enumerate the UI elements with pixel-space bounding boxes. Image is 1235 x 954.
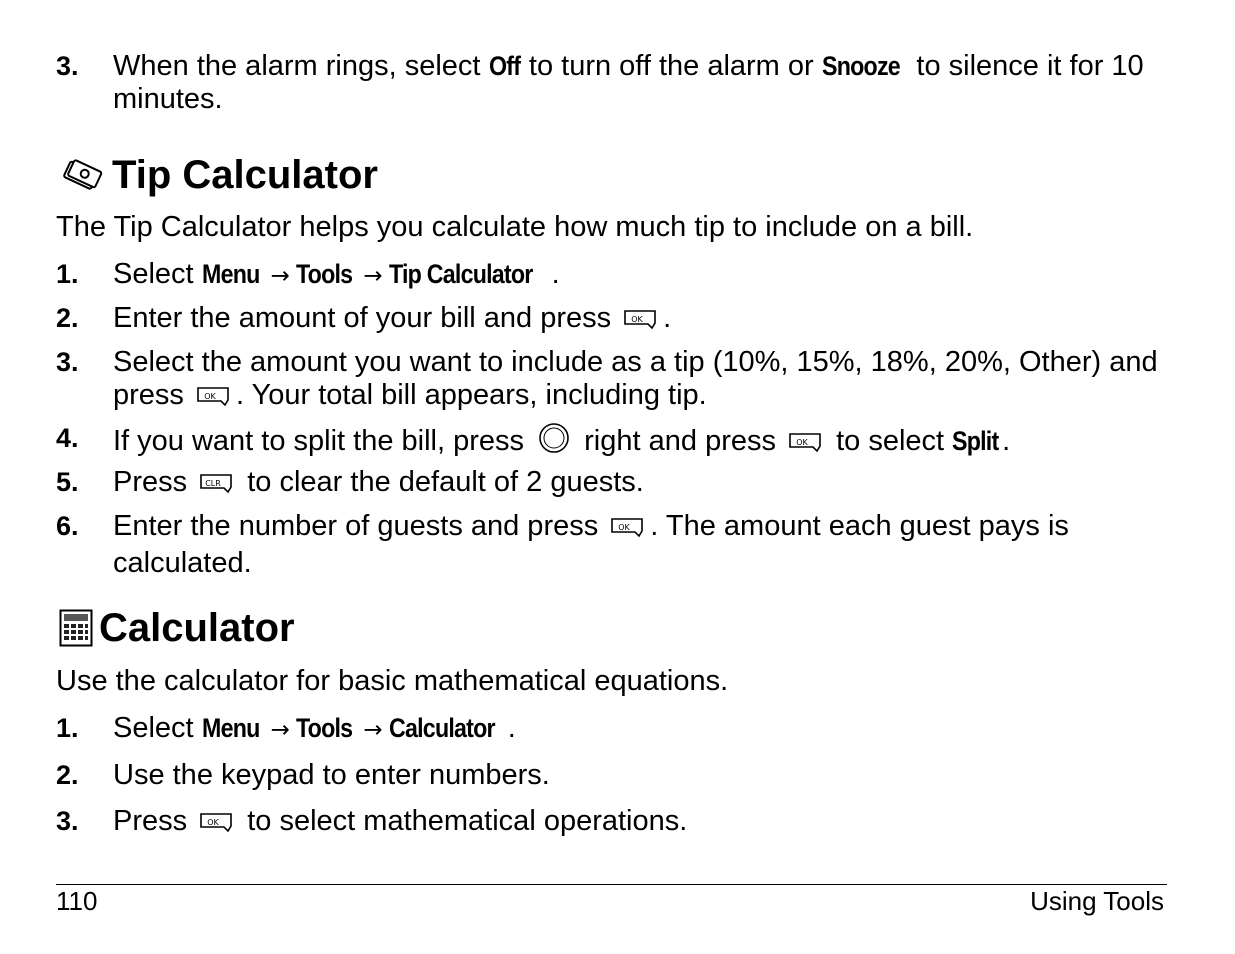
split-label: Split xyxy=(952,426,999,456)
step-number: 4. xyxy=(56,423,79,453)
svg-text:OK: OK xyxy=(207,818,219,827)
step-number: 1. xyxy=(56,259,79,289)
svg-text:OK: OK xyxy=(204,392,216,401)
text: . xyxy=(551,258,560,290)
tip-step-4 xyxy=(56,422,1166,462)
step-number: 6. xyxy=(56,511,79,541)
step-number: 3. xyxy=(56,51,79,81)
tip-calculator-icon xyxy=(58,155,104,195)
tip-calculator-title: Tip Calculator xyxy=(112,153,378,197)
step-number: 1. xyxy=(56,713,79,743)
step-number: 3. xyxy=(56,347,79,377)
text: Press xyxy=(113,466,196,498)
step-text xyxy=(113,302,1166,339)
step-text: Use the keypad to enter numbers. xyxy=(113,759,550,791)
ok-key-icon xyxy=(198,809,236,842)
step-number: 5. xyxy=(56,467,79,497)
calculator-label: Calculator xyxy=(388,713,495,743)
text: Select xyxy=(113,258,202,290)
tip-step-1 xyxy=(56,258,1166,293)
text: Enter the number of guests and press xyxy=(113,510,607,542)
text: . Your total bill appears, including tip. xyxy=(235,379,707,411)
text: If you want to split the bill, press xyxy=(113,425,533,457)
step-number: 2. xyxy=(56,760,79,790)
calc-step-2 xyxy=(56,759,1166,792)
text: Select xyxy=(113,712,202,744)
svg-text:OK: OK xyxy=(618,523,631,532)
section-name: Using Tools xyxy=(1030,886,1164,916)
tip-step-3 xyxy=(56,346,1166,416)
text: . The amount each guest pays is calculated. xyxy=(113,510,1069,579)
svg-text:OK: OK xyxy=(631,315,643,324)
tip-step-5 xyxy=(56,466,1166,503)
tip-calculator-label: Tip Calculator xyxy=(388,259,533,289)
text: to select mathematical operations. xyxy=(239,805,688,837)
text: . xyxy=(507,712,516,744)
footer-rule xyxy=(56,884,1167,885)
tip-step-6 xyxy=(56,510,1166,580)
ok-key-icon xyxy=(622,306,660,339)
calculator-icon xyxy=(59,609,93,647)
text: to silence it for 10 minutes. xyxy=(113,50,1144,115)
calc-step-1 xyxy=(56,712,1166,747)
tip-calculator-heading xyxy=(58,153,378,197)
step-number: 3. xyxy=(56,806,79,836)
tools-label: Tools xyxy=(295,713,353,743)
arrow: → xyxy=(270,263,290,289)
alarm-step-3 xyxy=(56,50,1166,116)
page-number: 110 xyxy=(56,886,98,916)
ok-key-icon xyxy=(787,429,825,462)
tools-label: Tools xyxy=(295,259,353,289)
snooze-softkey-label: Snooze xyxy=(821,51,900,81)
calculator-heading xyxy=(59,606,295,650)
menu-label: Menu xyxy=(201,713,260,743)
ok-key-icon xyxy=(195,383,233,416)
text: Select the amount you want to include as a tip (10%, 15%, 18%, 20%, Other) and press xyxy=(113,346,1158,411)
svg-text:CLR: CLR xyxy=(205,479,221,488)
svg-text:OK: OK xyxy=(796,438,808,447)
step-text xyxy=(113,712,1166,747)
arrow: → xyxy=(363,263,383,289)
step-text xyxy=(113,422,1166,462)
text: When the alarm rings, select xyxy=(113,50,489,82)
tip-calculator-intro: The Tip Calculator helps you calculate how much tip to include on a bill. xyxy=(56,211,974,243)
step-text xyxy=(113,346,1166,416)
step-text xyxy=(113,510,1166,580)
text: Enter the amount of your bill and press xyxy=(113,302,620,334)
calculator-intro: Use the calculator for basic mathematical equations. xyxy=(56,665,729,697)
step-text xyxy=(113,466,1166,503)
text: to clear the default of 2 guests. xyxy=(239,466,644,498)
off-softkey-label: Off xyxy=(488,51,520,81)
text: . xyxy=(663,302,672,334)
step-text xyxy=(113,50,1166,116)
text: . xyxy=(1002,425,1011,457)
menu-label: Menu xyxy=(201,259,260,289)
arrow: → xyxy=(270,717,290,743)
arrow: → xyxy=(363,717,383,743)
calc-step-3 xyxy=(56,805,1166,842)
tip-step-2 xyxy=(56,302,1166,339)
text: to select xyxy=(828,425,953,457)
navigation-key-icon xyxy=(535,422,573,462)
text: right and press xyxy=(576,425,785,457)
step-text xyxy=(113,805,1166,842)
step-text xyxy=(113,258,1166,293)
text: Press xyxy=(113,805,196,837)
clear-key-icon xyxy=(198,470,236,503)
calculator-title: Calculator xyxy=(99,606,295,650)
ok-key-icon xyxy=(609,514,647,547)
text: to turn off the alarm or xyxy=(520,50,822,82)
step-number: 2. xyxy=(56,303,79,333)
